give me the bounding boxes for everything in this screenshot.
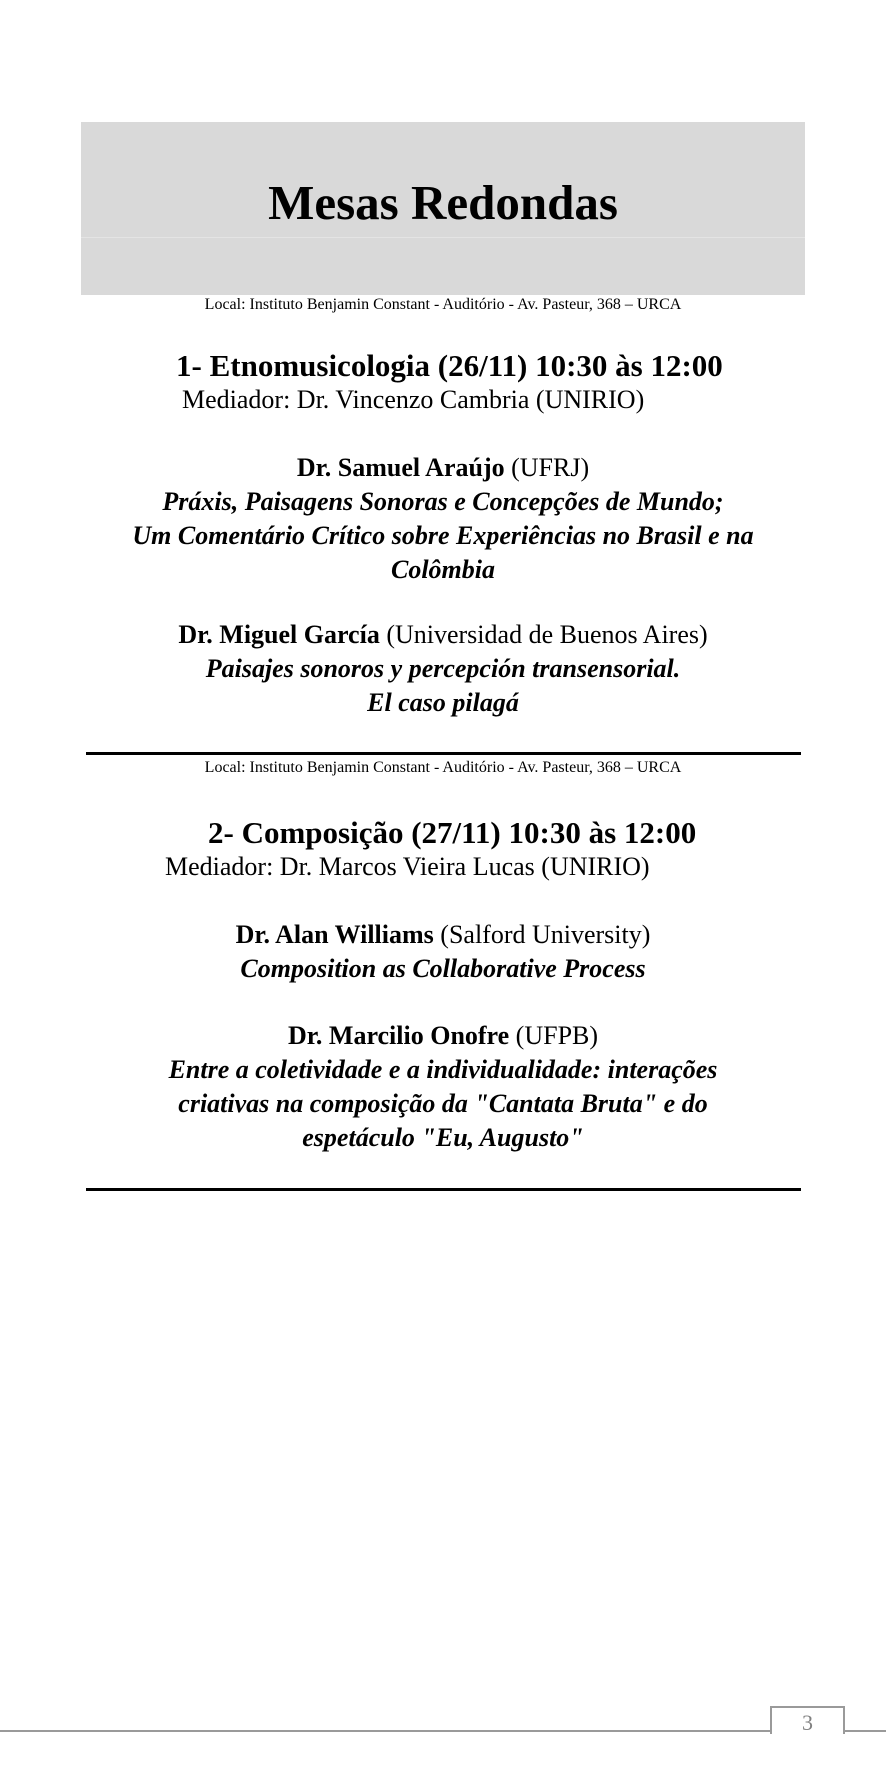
session-1-venue: Local: Instituto Benjamin Constant - Auditório - Av. Pasteur, 368 – URCA (204, 296, 682, 313)
speaker-line (81, 618, 805, 652)
talk-title-line: Colômbia (390, 555, 495, 584)
session-2-heading: 2- Composição (27/11) 10:30 às 12:00 (208, 815, 697, 850)
speaker-line (81, 918, 805, 952)
talk-title-line: espetáculo "Eu, Augusto" (302, 1123, 584, 1152)
speaker-affiliation: (Salford University) (433, 920, 651, 949)
session-1-speaker-2 (81, 618, 805, 720)
speaker-name: Dr. Samuel Araújo (296, 453, 505, 482)
talk-title-line: Composition as Collaborative Process (240, 954, 646, 983)
speaker-affiliation: (UFRJ) (504, 453, 590, 482)
speaker-name: Dr. Alan Williams (235, 920, 434, 949)
talk-title (81, 1053, 805, 1155)
talk-title-line: Práxis, Paisagens Sonoras e Concepções de Mundo; (162, 487, 724, 516)
talk-title (81, 485, 805, 587)
talk-title-line: Entre a coletividade e a individualidade: interações (168, 1055, 718, 1084)
session-2-venue: Local: Instituto Benjamin Constant - Auditório - Av. Pasteur, 368 – URCA (204, 759, 682, 776)
page-title: Mesas Redondas (268, 175, 618, 230)
talk-title-line: El caso pilagá (367, 688, 519, 717)
session-1-mediator: Mediador: Dr. Vincenzo Cambria (UNIRIO) (182, 385, 645, 414)
talk-title-line: Paisajes sonoros y percepción transensorial. (205, 654, 681, 683)
banner-divider (81, 237, 805, 238)
speaker-name: Dr. Miguel García (178, 620, 380, 649)
speaker-line (81, 1019, 805, 1053)
speaker-name: Dr. Marcilio Onofre (287, 1021, 510, 1050)
talk-title-line: criativas na composição da "Cantata Bruta" e do (178, 1089, 708, 1118)
speaker-line (81, 451, 805, 485)
session-2-speaker-1 (81, 918, 805, 986)
speaker-affiliation: (UFPB) (509, 1021, 599, 1050)
talk-title (81, 952, 805, 986)
section-divider (86, 1188, 801, 1191)
speaker-affiliation: (Universidad de Buenos Aires) (379, 620, 708, 649)
footer-rule (843, 1730, 886, 1732)
talk-title-line: Um Comentário Crítico sobre Experiências no Brasil e na (132, 521, 754, 550)
session-2-speaker-2 (81, 1019, 805, 1155)
talk-title (81, 652, 805, 720)
session-2-mediator: Mediador: Dr. Marcos Vieira Lucas (UNIRIO) (165, 852, 650, 881)
page-number: 3 (770, 1706, 845, 1734)
session-1-heading: 1- Etnomusicologia (26/11) 10:30 às 12:00 (176, 348, 723, 383)
session-1-speaker-1 (81, 451, 805, 587)
footer-rule (0, 1730, 771, 1732)
section-divider (86, 752, 801, 755)
